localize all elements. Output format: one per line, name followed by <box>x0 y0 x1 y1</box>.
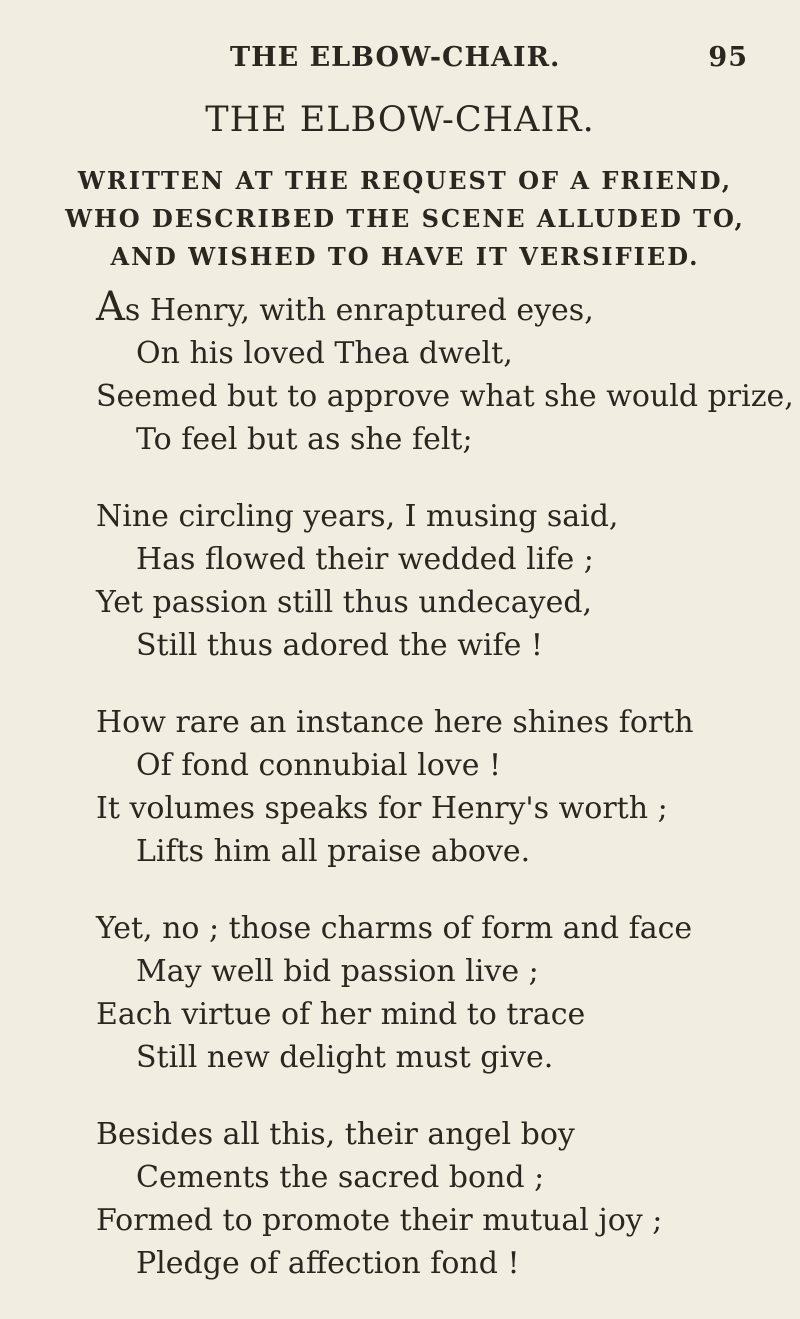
poem-line: Nine circling years, I musing said, <box>96 499 619 534</box>
poem-line: It volumes speaks for Henry's worth ; <box>96 791 668 826</box>
running-head <box>230 42 760 73</box>
poem-line: Formed to promote their mutual joy ; <box>96 1203 663 1238</box>
running-head-title: THE ELBOW-CHAIR. <box>230 42 561 73</box>
poem-title: THE ELBOW-CHAIR. <box>205 100 595 140</box>
poem-subtitle: WRITTEN AT THE REQUEST OF A FRIEND, WHO DESCRIBED THE SCENE ALLUDED TO, AND WISHED TO HAVE IT VERSIFIED. <box>65 166 745 271</box>
poem-line: As Henry, with enraptured eyes, <box>96 284 594 330</box>
poem-line: Has flowed their wedded life ; <box>136 542 594 577</box>
poem-line: Cements the sacred bond ; <box>136 1160 545 1195</box>
poem-body <box>96 284 794 1319</box>
poem-line: On his loved Thea dwelt, <box>136 336 513 371</box>
poem-line: Each virtue of her mind to trace <box>96 997 586 1032</box>
page-number: 95 <box>708 42 748 73</box>
poem-line: May well bid passion live ; <box>136 954 539 989</box>
stanza <box>96 701 786 873</box>
poem-line: Still thus adored the wife ! <box>136 628 543 663</box>
poem-line: Of fond connubial love ! <box>136 748 502 783</box>
poem-line: Yet passion still thus undecayed, <box>96 585 593 620</box>
poem-line: Pledge of affection fond ! <box>136 1246 520 1281</box>
poem-line: Yet, no ; those charms of form and face <box>96 911 693 946</box>
stanza <box>96 284 794 461</box>
poem-line: Lifts him all praise above. <box>136 834 531 869</box>
poem-line: How rare an instance here shines forth <box>96 705 694 740</box>
poem-line: To feel but as she felt; <box>136 422 473 457</box>
poem-line: Besides all this, their angel boy <box>96 1117 575 1152</box>
poem-line: Seemed but to approve what she would prize, <box>96 379 794 414</box>
stanza <box>96 495 786 667</box>
stanza <box>96 907 786 1079</box>
poem-line: Still new delight must give. <box>136 1040 554 1075</box>
stanza <box>96 1113 786 1285</box>
